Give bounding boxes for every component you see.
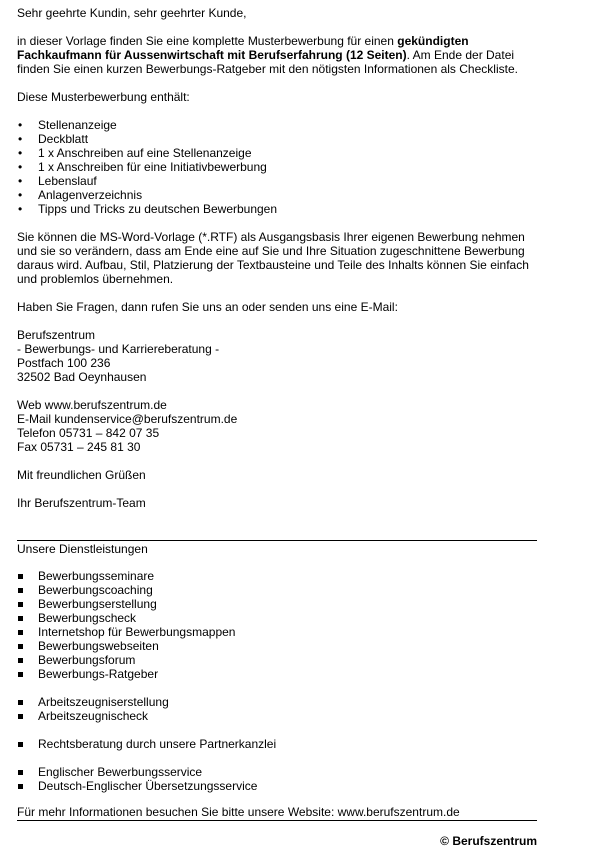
- services-group: [17, 737, 537, 751]
- contact-block: [17, 398, 537, 454]
- questions-line: Haben Sie Fragen, dann rufen Sie uns an oder senden uns eine E-Mail:: [17, 300, 398, 314]
- list-item: Rechtsberatung durch unsere Partnerkanzlei: [17, 737, 537, 751]
- services-list: [17, 569, 537, 793]
- contact-fax: Fax 05731 – 245 81 30: [17, 440, 141, 454]
- closing: Mit freundlichen Grüßen: [17, 468, 146, 482]
- more-info: Für mehr Informationen besuchen Sie bitte unsere Website: www.berufszentrum.de: [17, 805, 460, 819]
- copyright: © Berufszentrum: [440, 834, 537, 848]
- list-item: Bewerbungsforum: [17, 653, 537, 667]
- address-block: [17, 328, 537, 384]
- list-item: Arbeitszeugnischeck: [17, 709, 537, 723]
- greeting: Sehr geehrte Kundin, sehr geehrter Kunde,: [17, 6, 247, 20]
- address-line: Berufszentrum: [17, 328, 96, 342]
- list-item: • Lebenslauf: [17, 174, 537, 188]
- services-group: [17, 695, 537, 723]
- list-item: • 1 x Anschreiben für eine Initiativbewerbung: [17, 160, 537, 174]
- intro-text-1: in dieser Vorlage finden Sie eine komplette Musterbewerbung für einen: [17, 34, 398, 48]
- intro-text-2: . Am Ende der Datei finden Sie einen kurzen Bewerbungs-Ratgeber mit den nötigsten Informationen als Checkliste.: [17, 48, 518, 76]
- contents-heading: Diese Musterbewerbung enthält:: [17, 90, 190, 104]
- contact-web: Web www.berufszentrum.de: [17, 398, 167, 412]
- list-item: • 1 x Anschreiben auf eine Stellenanzeige: [17, 146, 537, 160]
- signature: Ihr Berufszentrum-Team: [17, 496, 146, 510]
- list-item: • Stellenanzeige: [17, 118, 537, 132]
- intro-bold: gekündigten Fachkaufmann für Aussenwirtschaft mit Berufserfahrung (12 Seiten): [17, 34, 469, 62]
- contact-email: E-Mail kundenservice@berufszentrum.de: [17, 412, 238, 426]
- list-item: Arbeitszeugniserstellung: [17, 695, 537, 709]
- services-heading: Unsere Dienstleistungen: [17, 542, 148, 556]
- divider-top: [17, 540, 537, 541]
- list-item: Bewerbungserstellung: [17, 597, 537, 611]
- list-item: Internetshop für Bewerbungsmappen: [17, 625, 537, 639]
- usage-paragraph: Sie können die MS-Word-Vorlage (*.RTF) als Ausgangsbasis Ihrer eigenen Bewerbung nehmen und sie so verändern, dass am Ende eine auf Sie und Ihre Situation zugeschnittene Bewerbung daraus wird. Aufbau, Stil, Platzierung der Textbausteine und Teile des Inhalts können Sie einfach und problemlos übernehmen.: [17, 230, 529, 286]
- list-item: Bewerbungswebseiten: [17, 639, 537, 653]
- list-item: Englischer Bewerbungsservice: [17, 765, 537, 779]
- contents-list: [17, 118, 537, 216]
- list-item: • Deckblatt: [17, 132, 537, 146]
- address-line: 32502 Bad Oeynhausen: [17, 370, 147, 384]
- intro-paragraph: [17, 34, 537, 76]
- contact-phone: Telefon 05731 – 842 07 35: [17, 426, 160, 440]
- list-item: Bewerbungscheck: [17, 611, 537, 625]
- list-item: Bewerbungsseminare: [17, 569, 537, 583]
- services-group: [17, 765, 537, 793]
- address-line: Postfach 100 236: [17, 356, 111, 370]
- address-line: - Bewerbungs- und Karriereberatung -: [17, 342, 220, 356]
- services-group: [17, 569, 537, 681]
- list-item: • Anlagenverzeichnis: [17, 188, 537, 202]
- document-page: [17, 6, 537, 510]
- list-item: • Tipps und Tricks zu deutschen Bewerbungen: [17, 202, 537, 216]
- list-item: Deutsch-Englischer Übersetzungsservice: [17, 779, 537, 793]
- list-item: Bewerbungscoaching: [17, 583, 537, 597]
- divider-bottom: [17, 820, 537, 821]
- list-item: Bewerbungs-Ratgeber: [17, 667, 537, 681]
